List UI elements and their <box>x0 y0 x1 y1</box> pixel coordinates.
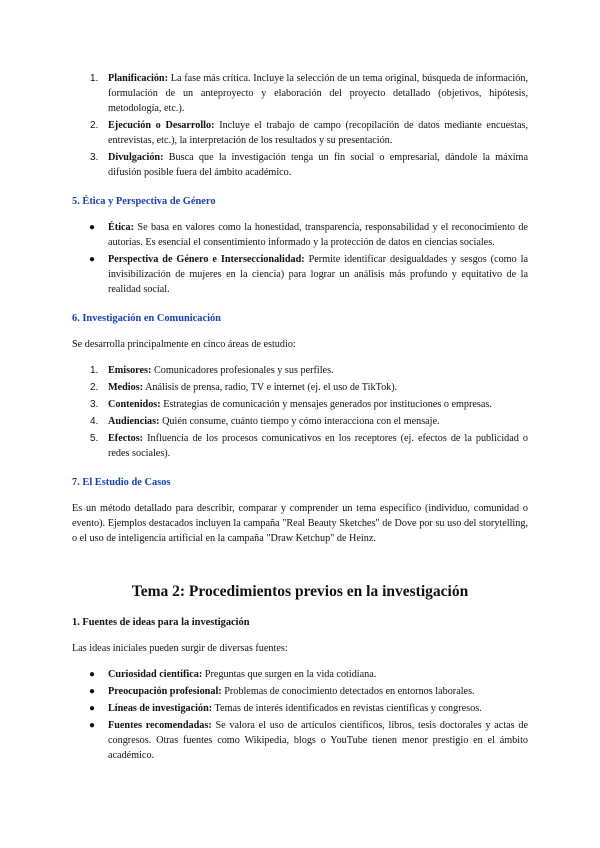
list-item: ● Curiosidad científica: Preguntas que surgen en la vida cotidiana. <box>89 669 377 680</box>
list-item: ● Perspectiva de Género e Interseccionalidad: Permite identificar desigualdades y sesgos (como la invisibilización de mujeres en la ciencia) para lograr un análisis más profundo y equitativo de la realidad social. <box>89 254 528 295</box>
sources-list <box>72 667 528 763</box>
list-item: 1. Planificación: La fase más crítica. Incluye la selección de un tema original, búsqueda de información, formulación de un anteproyecto y elaboración del proyecto detallado (objetivos, hipótesis, metodología, etc.). <box>90 73 528 114</box>
list-item: ● Líneas de investigación: Temas de interés identificados en revistas científicas y congresos. <box>89 703 482 714</box>
section-heading-casos: 7. El Estudio de Casos <box>72 477 171 488</box>
section-intro: Se desarrolla principalmente en cinco áreas de estudio: <box>72 339 296 350</box>
list-item: ● Fuentes recomendadas: Se valora el uso de artículos científicos, libros, tesis doctorales y actas de congresos. Otras fuentes como Wikipedia, blogs o YouTube tienen menor prestigio en el ámbito académico. <box>89 720 529 761</box>
page-title: Tema 2: Procedimientos previos en la investigación <box>131 583 469 600</box>
list-item: 5. Efectos: Influencia de los procesos comunicativos en los receptores (ej. efectos de la publicidad o redes sociales). <box>90 433 529 459</box>
list-item: 3. Divulgación: Busca que la investigación tenga un fin social o empresarial, dándole la máxima difusión posible fuera del ámbito académico. <box>90 152 529 178</box>
list-item: 2. Medios: Análisis de prensa, radio, TV e internet (ej. el uso de TikTok). <box>90 382 398 393</box>
list-item: 2. Ejecución o Desarrollo: Incluye el trabajo de campo (recopilación de datos mediante encuestas, entrevistas, etc.), la interpretación de los resultados y su presentación. <box>90 120 529 146</box>
subsection-heading: 1. Fuentes de ideas para la investigación <box>72 617 250 628</box>
list-item: 1. Emisores: Comunicadores profesionales y sus perfiles. <box>90 365 334 376</box>
list-item: ● Ética: Se basa en valores como la honestidad, transparencia, responsabilidad y el reconocimiento de autorías. Es esencial el consentimiento informado y la protección de datos en ciencias sociales. <box>89 222 528 248</box>
areas-list <box>72 363 528 461</box>
phases-list <box>72 71 528 180</box>
section-paragraph: Es un método detallado para describir, comparar y comprender un tema específico (individuo, comunidad o evento). Ejemplos destacados incluyen la campaña "Real Beauty Sketches" de Dove por su uso del storytelling, o el uso de inteligencia artificial en la campaña "Draw Ketchup" de Heinz. <box>72 503 528 544</box>
section-heading-comunicacion: 6. Investigación en Comunicación <box>72 313 221 324</box>
list-item: ● Preocupación profesional: Problemas de conocimiento detectados en entornos laborales. <box>89 686 475 697</box>
list-item: 3. Contenidos: Estrategias de comunicación y mensajes generados por instituciones o empresas. <box>90 399 492 410</box>
section-intro: Las ideas iniciales pueden surgir de diversas fuentes: <box>72 643 288 654</box>
ethics-list <box>72 220 528 297</box>
list-item: 4. Audiencias: Quién consume, cuánto tiempo y cómo interacciona con el mensaje. <box>90 416 440 427</box>
section-heading-etica: 5. Ética y Perspectiva de Género <box>72 196 216 207</box>
